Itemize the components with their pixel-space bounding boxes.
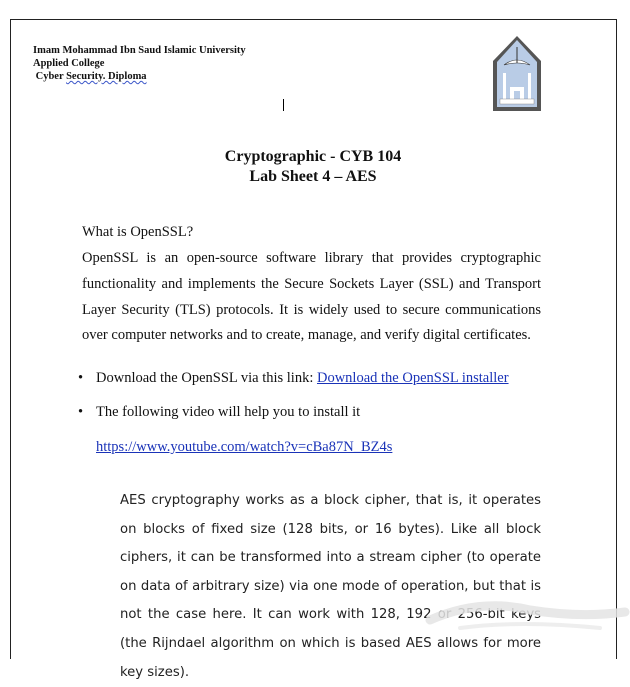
college-name: Applied College bbox=[33, 58, 105, 69]
document-header bbox=[33, 44, 246, 83]
aes-paragraph: AES cryptography works as a block cipher, that is, it operates on blocks of fixed size (128 bits, or 16 bytes). Like all block ciphers, it can be transformed into a stream cipher (to operate on data of arbitrary size) via one mode of operation, but that is not the case here. It can work with 128, 192 or 256-bit keys (the Rijndael algorithm on which is based AES allows for more key sizes). bbox=[120, 493, 541, 680]
bullet-download: • Download the OpenSSL via this link: Download the OpenSSL installer bbox=[78, 370, 509, 386]
spellcheck-underlined-text: Security. Diploma bbox=[66, 71, 147, 82]
youtube-link[interactable]: https://www.youtube.com/watch?v=cBa87N_BZ4s bbox=[96, 439, 393, 455]
watermark-icon bbox=[420, 590, 630, 635]
program-name: Cyber Security. Diploma bbox=[35, 71, 147, 82]
text-cursor bbox=[283, 99, 284, 111]
university-name: Imam Mohammad Ibn Saud Islamic University bbox=[33, 45, 246, 56]
section-question: What is OpenSSL? bbox=[82, 224, 194, 240]
openssl-paragraph: OpenSSL is an open-source software library that provides cryptographic functionality and implements the Secure Sockets Layer (SSL) and Transport Layer Security (TLS) protocols. It is widely used to secure communications over computer networks and to create, manage, and verify digital certificates. bbox=[82, 250, 541, 344]
course-title: Cryptographic - CYB 104 bbox=[224, 148, 402, 165]
download-openssl-link[interactable]: Download the OpenSSL installer bbox=[316, 370, 509, 386]
lab-title: Lab Sheet 4 – AES bbox=[249, 168, 377, 185]
document-title bbox=[0, 147, 626, 187]
university-logo-icon bbox=[492, 35, 542, 112]
bullet-icon: • bbox=[78, 370, 84, 386]
bullet-icon: • bbox=[78, 404, 84, 420]
bullet-video: • The following video will help you to install it bbox=[78, 404, 361, 420]
